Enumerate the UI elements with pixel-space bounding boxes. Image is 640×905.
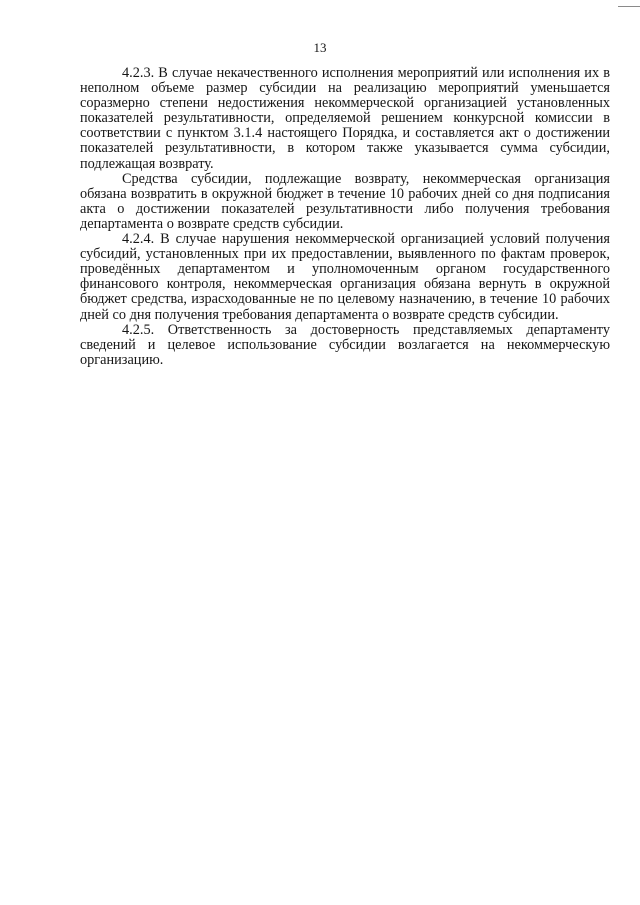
paragraph-4-2-3: 4.2.3. В случае некачественного исполнения мероприятий или исполнения их в неполном объеме размер субсидии на реализацию мероприятий уменьшается соразмерно степени недостижения некоммерческой организацией установленных показателей результативности, определяемой решением конкурсной комиссии в соответствии с пунктом 3.1.4 настоящего Порядка, и составляется акт о достижении показателей результативности, в котором также указывается сумма субсидии, подлежащая возврату. [80, 65, 610, 172]
paragraph-4-2-4: 4.2.4. В случае нарушения некоммерческой организацией условий получения субсидий, установленных при их предоставлении, выявленного по фактам проверок, проведённых департаментом и уполномоченным органом государственного финансового контроля, некоммерческая организация обязана вернуть в окружной бюджет средства, израсходованные не по целевому назначению, в течение 10 рабочих дней со дня получения требования департамента о возврате средств субсидии. [80, 231, 610, 323]
paragraph-subsidy-return: Средства субсидии, подлежащие возврату, некоммерческая организация обязана возвратить в окружной бюджет в течение 10 рабочих дней со дня подписания акта о достижении показателей результативности либо получения требования департамента о возврате средств субсидии. [80, 170, 610, 232]
paragraph-4-2-5: 4.2.5. Ответственность за достоверность представляемых департаменту сведений и целевое использование субсидии возлагается на некоммерческую организацию. [80, 321, 610, 368]
page-number: 13 [313, 40, 327, 55]
document-body [80, 66, 610, 368]
scan-edge-mark [618, 6, 640, 7]
